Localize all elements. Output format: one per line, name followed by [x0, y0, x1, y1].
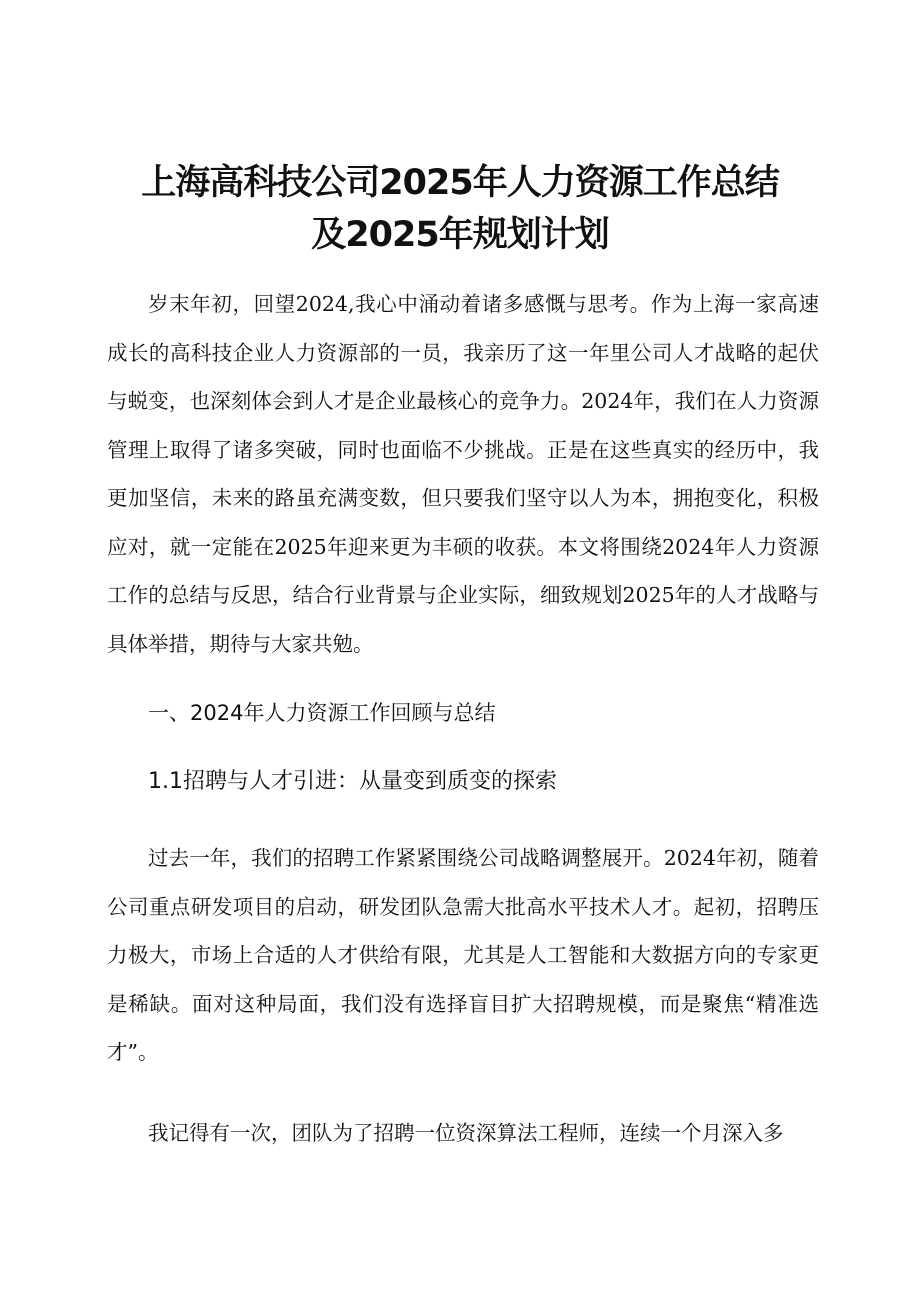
recruitment-paragraph: 过去一年，我们的招聘工作紧紧围绕公司战略调整展开。2024年初，随着公司重点研发项目的启动，研发团队急需大批高水平技术人才。起初，招聘压力极大，市场上合适的人才供给有限，尤其是人工智能和大数据方向的专家更是稀缺。面对这种局面，我们没有选择盲目扩大招聘规模，而是聚焦“精准选才”。	[107, 846, 819, 1064]
intro-paragraph: 岁末年初，回望2024,我心中涌动着诸多感慨与思考。作为上海一家高速成长的高科技企业人力资源部的一员，我亲历了这一年里公司人才战略的起伏与蜕变，也深刻体会到人才是企业最核心的竞争力。2024年，我们在人力资源管理上取得了诸多突破，同时也面临不少挑战。正是在这些真实的经历中，我更加坚信，未来的路虽充满变数，但只要我们坚守以人为本，拥抱变化，积极应对，就一定能在2025年迎来更为丰硕的收获。本文将围绕2024年人力资源工作的总结与反思，结合行业背景与企业实际，细致规划2025年的人才战略与具体举措，期待与大家共勉。	[107, 292, 819, 656]
document-title-line-2: 及2025年规划计划	[311, 215, 609, 255]
subsection-heading: 1.1招聘与人才引进：从量变到质变的探索	[148, 769, 557, 794]
section-heading: 一、2024年人力资源工作回顾与总结	[148, 701, 496, 725]
story-paragraph: 我记得有一次，团队为了招聘一位资深算法工程师，连续一个月深入多	[148, 1121, 784, 1145]
document-title-line-1: 上海高科技公司2025年人力资源工作总结	[141, 163, 779, 203]
